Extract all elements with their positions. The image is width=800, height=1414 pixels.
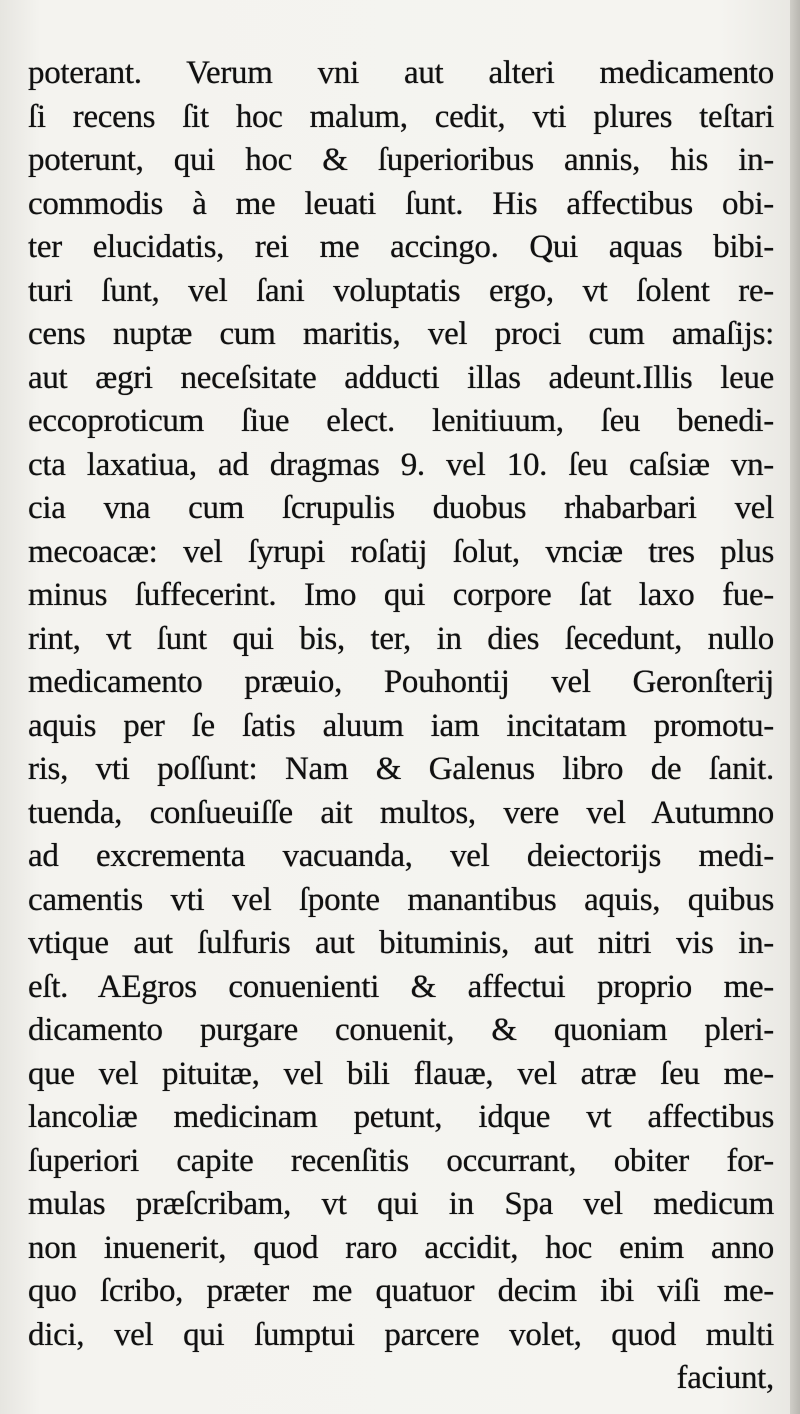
text-line: que vel pituitæ, vel bili flauæ, vel atræ ſeu me- <box>28 1055 774 1092</box>
text-line: aquis per ſe ſatis aluum iam incitatam promotu- <box>28 707 774 744</box>
text-line: ſuperiori capite recenſitis occurrant, obiter for- <box>28 1142 774 1179</box>
text-line: poterunt, qui hoc & ſuperioribus annis, his in- <box>28 142 774 178</box>
text-line: camentis vti vel ſponte manantibus aquis, quibus <box>28 881 774 918</box>
text-line: turi ſunt, vel ſani voluptatis ergo, vt ſolent re- <box>28 272 774 309</box>
catchword: faciunt, <box>676 1360 774 1396</box>
text-line: ris, vti poſſunt: Nam & Galenus libro de ſanit. <box>28 751 774 787</box>
text-line: cens nuptæ cum maritis, vel proci cum amaſijs: <box>28 316 774 352</box>
text-line: aut ægri neceſsitate adducti illas adeunt.Illis leue <box>28 359 774 396</box>
text-line: mulas præſcribam, vt qui in Spa vel medicum <box>28 1186 774 1222</box>
text-line: tuenda, conſueuiſſe ait multos, vere vel Autumno <box>28 794 774 831</box>
text-line: dicamento purgare conuenit, & quoniam pleri- <box>28 1012 774 1048</box>
text-line: quo ſcribo, præter me quatuor decim ibi viſi me- <box>28 1273 774 1309</box>
text-line: mecoacæ: vel ſyrupi roſatij ſolut, vnciæ tres plus <box>28 533 774 570</box>
text-line: eccoproticum ſiue elect. lenitiuum, ſeu benedi- <box>28 403 774 439</box>
text-line: vtique aut ſulfuris aut bituminis, aut nitri vis in- <box>28 925 774 961</box>
text-line: dici, vel qui ſumptui parcere volet, quod multi <box>28 1316 774 1353</box>
text-line: commodis à me leuati ſunt. His affectibus obi- <box>28 185 774 222</box>
text-line: eſt. AEgros conuenienti & affectui proprio me- <box>28 968 774 1005</box>
body-text <box>28 52 774 1401</box>
page-edge-shadow <box>790 0 800 1414</box>
text-line: ſi recens ſit hoc malum, cedit, vti plures teſtari <box>28 98 774 135</box>
text-line: cta laxatiua, ad dragmas 9. vel 10. ſeu caſsiæ vn- <box>28 446 774 483</box>
text-line: rint, vt ſunt qui bis, ter, in dies ſecedunt, nullo <box>28 620 774 657</box>
text-line: lancoliæ medicinam petunt, idque vt affectibus <box>28 1099 774 1135</box>
text-line: poterant. Verum vni aut alteri medicamento <box>28 55 774 91</box>
text-line: ter elucidatis, rei me accingo. Qui aquas bibi- <box>28 229 774 265</box>
text-line: ad excrementa vacuanda, vel deiectorijs medi- <box>28 838 774 874</box>
text-line: minus ſuffecerint. Imo qui corpore ſat laxo fue- <box>28 577 774 613</box>
text-line: medicamento præuio, Pouhontij vel Geronſterij <box>28 664 774 700</box>
text-line: cia vna cum ſcrupulis duobus rhabarbari vel <box>28 490 774 526</box>
text-line: non inuenerit, quod raro accidit, hoc enim anno <box>28 1229 774 1266</box>
